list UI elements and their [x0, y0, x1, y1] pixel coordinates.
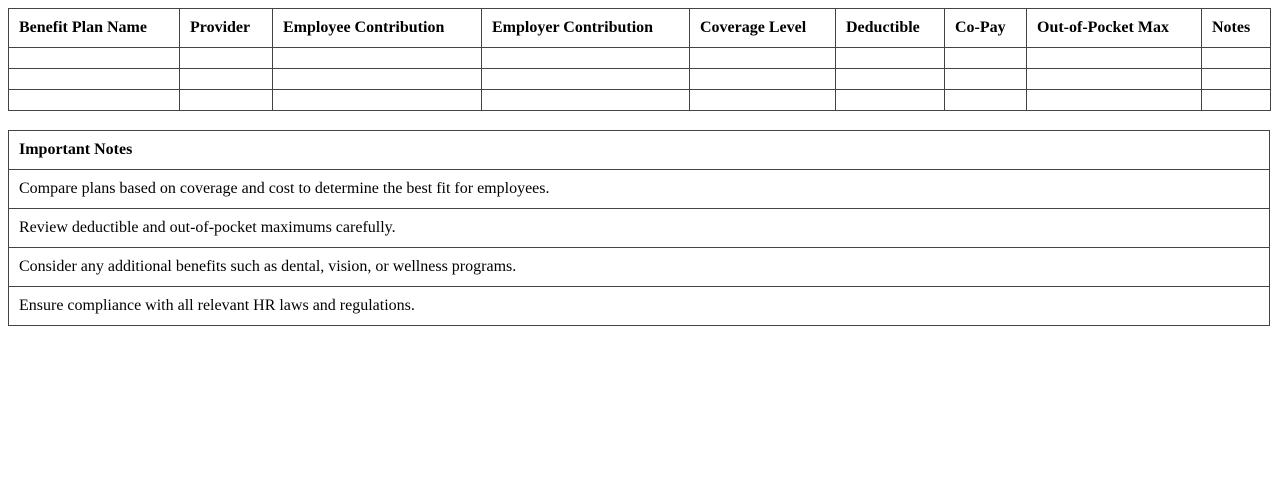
important-notes-header-row — [9, 131, 1270, 170]
column-header-co-pay: Co-Pay — [945, 9, 1027, 48]
table-cell — [945, 69, 1027, 90]
note-text: Compare plans based on coverage and cost to determine the best fit for employees. — [9, 170, 1270, 209]
table-header-row — [9, 9, 1271, 48]
table-cell — [1027, 90, 1202, 111]
table-cell — [945, 90, 1027, 111]
table-cell — [273, 48, 482, 69]
important-notes-title: Important Notes — [9, 131, 1270, 170]
column-header-provider: Provider — [180, 9, 273, 48]
table-cell — [1202, 90, 1271, 111]
column-header-benefit-plan-name: Benefit Plan Name — [9, 9, 180, 48]
column-header-deductible: Deductible — [836, 9, 945, 48]
table-cell — [836, 90, 945, 111]
table-cell — [1202, 69, 1271, 90]
table-cell — [273, 69, 482, 90]
table-cell — [482, 90, 690, 111]
table-row — [9, 69, 1271, 90]
table-cell — [9, 90, 180, 111]
note-text: Ensure compliance with all relevant HR laws and regulations. — [9, 287, 1270, 326]
list-item — [9, 170, 1270, 209]
table-cell — [690, 69, 836, 90]
table-cell — [1202, 48, 1271, 69]
important-notes-table — [8, 130, 1270, 326]
column-header-employer-contribution: Employer Contribution — [482, 9, 690, 48]
table-cell — [180, 90, 273, 111]
table-row — [9, 90, 1271, 111]
note-text: Review deductible and out-of-pocket maximums carefully. — [9, 209, 1270, 248]
table-row — [9, 48, 1271, 69]
column-header-coverage-level: Coverage Level — [690, 9, 836, 48]
table-cell — [180, 48, 273, 69]
table-cell — [945, 48, 1027, 69]
table-cell — [482, 48, 690, 69]
table-cell — [836, 69, 945, 90]
table-cell — [9, 48, 180, 69]
list-item — [9, 209, 1270, 248]
column-header-notes: Notes — [1202, 9, 1271, 48]
column-header-employee-contribution: Employee Contribution — [273, 9, 482, 48]
table-cell — [690, 90, 836, 111]
page-content — [8, 8, 1270, 326]
list-item — [9, 248, 1270, 287]
note-text: Consider any additional benefits such as dental, vision, or wellness programs. — [9, 248, 1270, 287]
table-cell — [9, 69, 180, 90]
table-cell — [482, 69, 690, 90]
table-cell — [1027, 69, 1202, 90]
table-cell — [690, 48, 836, 69]
table-cell — [273, 90, 482, 111]
table-cell — [180, 69, 273, 90]
list-item — [9, 287, 1270, 326]
table-cell — [836, 48, 945, 69]
benefits-table — [8, 8, 1271, 111]
table-cell — [1027, 48, 1202, 69]
column-header-out-of-pocket-max: Out-of-Pocket Max — [1027, 9, 1202, 48]
